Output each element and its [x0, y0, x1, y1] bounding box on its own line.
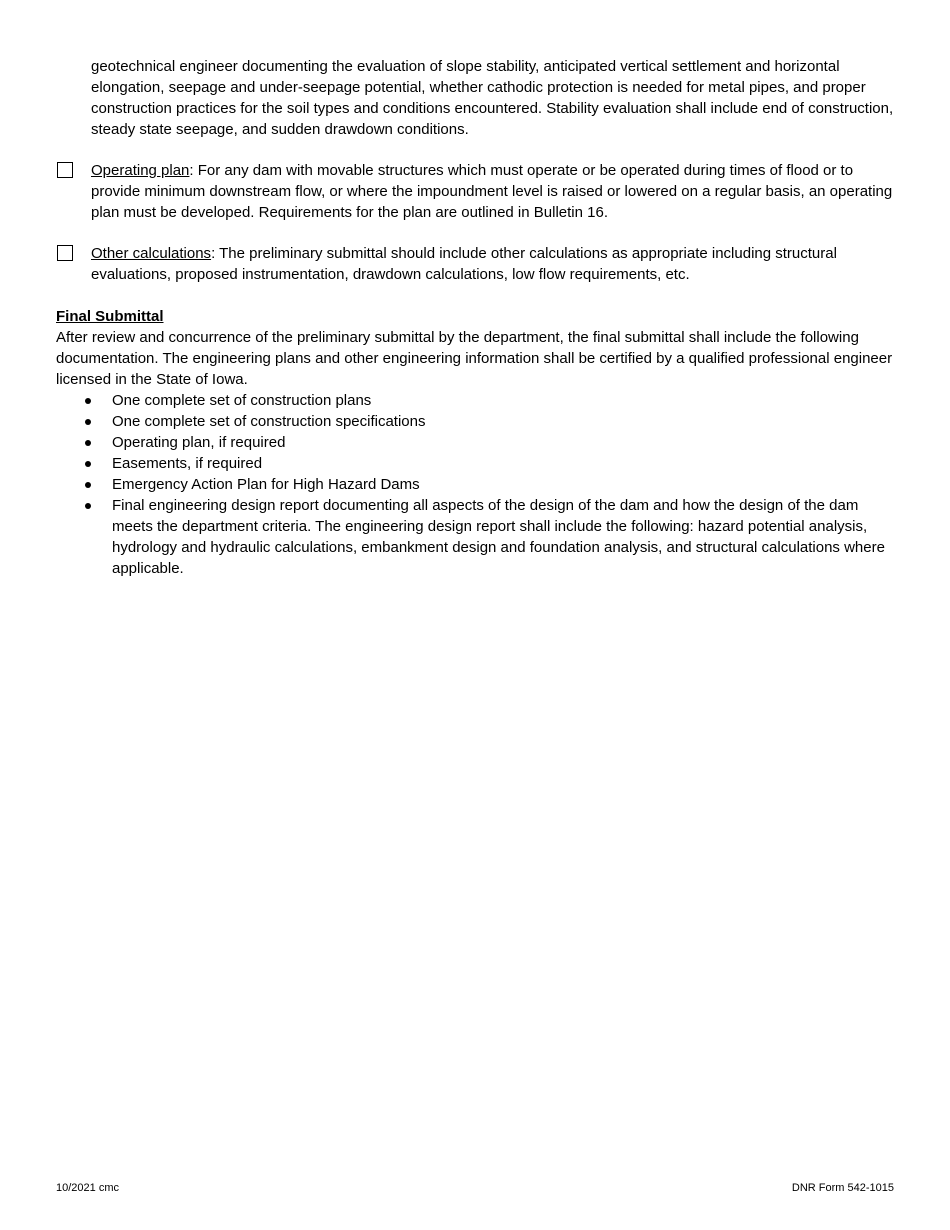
list-item [56, 495, 901, 579]
bullet-icon [85, 461, 91, 467]
list-item-text: One complete set of construction plans [112, 392, 372, 409]
list-item-text: Final engineering design report documenting all aspects of the design of the dam and how the design of the dam meets the department criteria. The engineering design report shall include the following: hazard potential analysis, hydrology and hydraulic calculations, embankment design and foundation analysis, and structural calculations where applicable. [112, 497, 885, 577]
list-item [56, 453, 901, 474]
list-item-text: Operating plan, if required [112, 434, 286, 451]
operating-plan-title: Operating plan [91, 162, 190, 179]
list-item-text: One complete set of construction specifications [112, 413, 426, 430]
list-item [56, 390, 901, 411]
final-submittal-heading: Final Submittal [56, 308, 164, 325]
final-submittal-intro: After review and concurrence of the preliminary submittal by the department, the final submittal shall include the following documentation. The engineering plans and other engineering information shall be certified by a qualified professional engineer licensed in the State of Iowa. [56, 329, 893, 388]
bullet-icon [85, 440, 91, 446]
operating-plan-text: : For any dam with movable structures which must operate or be operated during times of flood or to provide minimum downstream flow, or where the impoundment level is raised or lowered on a regular basis, an operating plan must be developed. Requirements for the plan are outlined in Bulletin 16. [91, 162, 893, 221]
final-submittal-list [56, 390, 901, 579]
list-item [56, 411, 901, 432]
bullet-icon [85, 503, 91, 509]
list-item [56, 432, 901, 453]
list-item-text: Easements, if required [112, 455, 263, 472]
list-item [56, 474, 901, 495]
bullet-icon [85, 482, 91, 488]
other-calculations-item [91, 243, 901, 285]
bullet-icon [85, 419, 91, 425]
other-calculations-text: : The preliminary submittal should include other calculations as appropriate including structural evaluations, proposed instrumentation, drawdown calculations, low flow requirements, etc. [91, 245, 837, 283]
footer-date: 10/2021 cmc [56, 1182, 119, 1194]
geotechnical-paragraph: geotechnical engineer documenting the evaluation of slope stability, anticipated vertical settlement and horizontal elongation, seepage and under-seepage potential, whether cathodic protection is needed for metal pipes, and proper construction practices for the soil types and conditions encountered. Stability evaluation shall include end of construction, steady state seepage, and sudden drawdown conditions. [91, 58, 894, 138]
other-calculations-title: Other calculations [91, 245, 212, 262]
footer-form-number: DNR Form 542-1015 [791, 1182, 894, 1194]
list-item-text: Emergency Action Plan for High Hazard Dams [112, 476, 420, 493]
other-calculations-checkbox[interactable] [57, 245, 73, 261]
operating-plan-item [91, 160, 901, 223]
bullet-icon [85, 398, 91, 404]
operating-plan-checkbox[interactable] [57, 162, 73, 178]
